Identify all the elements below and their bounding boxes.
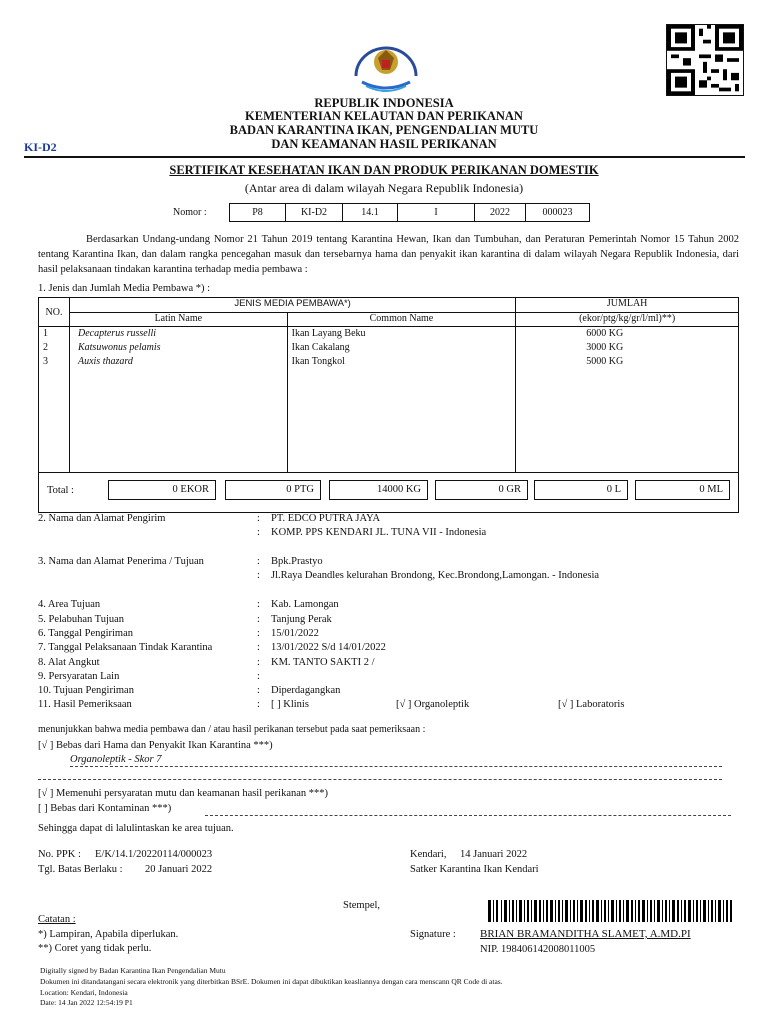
field-label: 6. Tanggal Pengiriman [38, 628, 134, 639]
hasil-laboratoris: [√ ] Laboratoris [558, 699, 625, 710]
col-header-no: NO. [39, 298, 70, 327]
certificate-subtitle: (Antar area di dalam wilayah Negara Republik Indonesia) [244, 181, 524, 195]
cell-no: 1 2 3 [39, 327, 70, 473]
colon: : [257, 556, 260, 567]
col-header-jenis: JENIS MEDIA PEMBAWA*) [69, 298, 515, 313]
check-kontaminan: [ ] Bebas dari Kontaminan ***) [38, 803, 172, 814]
certificate-title: SERTIFIKAT KESEHATAN IKAN DAN PRODUK PERIKANAN DOMESTIK [169, 163, 599, 177]
total-l: 0 L [534, 480, 628, 500]
total-label: Total : [47, 485, 74, 496]
place-date: 14 Januari 2022 [460, 849, 528, 860]
digital-line-1: Digitally signed by Badan Karantina Ikan Pengendalian Mutu [40, 966, 226, 975]
nomor-part: 2022 [474, 203, 526, 222]
nomor-label: Nomor : [173, 207, 207, 218]
catatan-note-2: **) Coret yang tidak perlu. [38, 943, 152, 954]
total-ml: 0 ML [635, 480, 730, 500]
digital-line-2: Dokumen ini ditandatangani secara elektronik yang diterbitkan BSrE. Dokumen ini dapat dibuktikan keasliannya dengan cara menscann QR Code di atas. [40, 977, 503, 986]
place-office: Satker Karantina Ikan Kendari [410, 864, 539, 875]
field-label: 8. Alat Angkut [38, 657, 100, 668]
field-value: 13/01/2022 S/d 14/01/2022 [271, 642, 386, 653]
digital-line-4: Date: 14 Jan 2022 12:54:19 P1 [40, 998, 133, 1007]
field-label: 9. Persyaratan Lain [38, 671, 120, 682]
cell-common: Ikan Layang Beku Ikan Cakalang Ikan Tongkol [287, 327, 516, 473]
field-value: Bpk.Prastyo [271, 556, 323, 567]
col-header-latin: Latin Name [69, 313, 287, 327]
menunjukkan-text: menunjukkan bahwa media pembawa dan / atau hasil perikanan tersebut pada saat pemeriksaan : [38, 724, 426, 735]
dash-line [38, 779, 722, 780]
place-city: Kendari, [410, 849, 447, 860]
col-header-jumlah: JUMLAH [516, 298, 739, 313]
ppk-tgl-value: 20 Januari 2022 [145, 864, 213, 875]
intro-paragraph: Berdasarkan Undang-undang Nomor 21 Tahun 2019 tentang Karantina Hewan, Ikan dan Tumbuhan, dan Peraturan Pemerintah Nomor 15 Tahun 2002 tentang Karantina Ikan, dan dalam rangka pencegahan masuk dan tersebarnya hama dan penyakit ikan karantina di dalam wilayah Negara Republik Indonesia, dari hasil pelaksanaan tindakan karantina terhadap media pembawa : [38, 234, 739, 275]
ppk-tgl-label: Tgl. Batas Berlaku : [38, 864, 123, 875]
signature-label: Signature : [410, 929, 456, 940]
ministry-logo [342, 36, 430, 94]
sehingga-text: Sehingga dapat di lalulintaskan ke area tujuan. [38, 823, 234, 834]
colon: : [257, 671, 260, 682]
colon: : [257, 570, 260, 581]
digital-line-3: Location: Kendari, Indonesia [40, 988, 128, 997]
nomor-part: 000023 [525, 203, 590, 222]
hasil-organoleptik: [√ ] Organoleptik [396, 699, 470, 710]
field-label: 5. Pelabuhan Tujuan [38, 614, 125, 625]
check-bebas-hama: [√ ] Bebas dari Hama dan Penyakit Ikan Karantina ***) [38, 740, 273, 751]
barcode [488, 900, 732, 922]
field-value: 15/01/2022 [271, 628, 319, 639]
catatan-note-1: *) Lampiran, Apabila diperlukan. [38, 929, 179, 940]
total-kg: 14000 KG [329, 480, 428, 500]
header-republik: REPUBLIK INDONESIA [314, 96, 454, 110]
check-note: Organoleptik - Skor 7 [70, 754, 162, 765]
header-kementerian: KEMENTERIAN KELAUTAN DAN PERIKANAN [245, 109, 523, 123]
field-label: 3. Nama dan Alamat Penerima / Tujuan [38, 556, 204, 567]
nomor-part: 14.1 [342, 203, 398, 222]
field-label: 4. Area Tujuan [38, 599, 101, 610]
field-value: KM. TANTO SAKTI 2 / [271, 657, 375, 668]
colon: : [257, 699, 260, 710]
header-rule [24, 156, 745, 158]
colon: : [257, 685, 260, 696]
signature-nip: NIP. 198406142008011005 [480, 944, 596, 955]
cell-qty: 6000 KG 3000 KG 5000 KG [516, 327, 739, 473]
total-ptg: 0 PTG [225, 480, 321, 500]
stempel-label: Stempel, [343, 900, 381, 911]
field-value: PT. EDCO PUTRA JAYA [271, 513, 381, 524]
col-header-common: Common Name [287, 313, 516, 327]
colon: : [257, 513, 260, 524]
nomor-part: KI-D2 [285, 203, 343, 222]
nomor-part: P8 [229, 203, 286, 222]
header-keamanan: DAN KEAMANAN HASIL PERIKANAN [271, 137, 497, 151]
form-code: KI-D2 [24, 140, 57, 154]
dash-line [70, 766, 722, 767]
field-value: Diperdagangkan [271, 685, 341, 696]
section1-label: 1. Jenis dan Jumlah Media Pembawa *) : [38, 283, 211, 294]
colon: : [257, 628, 260, 639]
field-value: Kab. Lamongan [271, 599, 339, 610]
field-value: KOMP. PPS KENDARI JL. TUNA VII - Indonesia [271, 527, 487, 538]
header-badan: BADAN KARANTINA IKAN, PENGENDALIAN MUTU [229, 123, 539, 137]
field-label: 10. Tujuan Pengiriman [38, 685, 134, 696]
qr-code [666, 24, 744, 96]
catatan-title: Catatan : [38, 914, 76, 925]
hasil-label: 11. Hasil Pemeriksaan [38, 699, 132, 710]
col-header-unit: (ekor/ptg/kg/gr/l/ml)**) [516, 313, 739, 327]
colon: : [257, 657, 260, 668]
field-label: 7. Tanggal Pelaksanaan Tindak Karantina [38, 642, 213, 653]
colon: : [257, 599, 260, 610]
cell-latin: Decapterus russelli Katsuwonus pelamis Auxis thazard [69, 327, 287, 473]
ppk-no-value: E/K/14.1/20220114/000023 [95, 849, 213, 860]
dash-line [205, 815, 731, 816]
nomor-part: I [397, 203, 475, 222]
colon: : [257, 527, 260, 538]
field-label: 2. Nama dan Alamat Pengirim [38, 513, 166, 524]
colon: : [257, 614, 260, 625]
field-value: Tanjung Perak [271, 614, 332, 625]
check-mutu: [√ ] Memenuhi persyaratan mutu dan keamanan hasil perikanan ***) [38, 788, 329, 799]
field-value: Jl.Raya Deandles kelurahan Brondong, Kec.Brondong,Lamongan. - Indonesia [271, 570, 600, 581]
signature-name: BRIAN BRAMANDITHA SLAMET, A.MD.PI [480, 928, 691, 940]
ppk-no-label: No. PPK : [38, 849, 81, 860]
total-ekor: 0 EKOR [108, 480, 216, 500]
hasil-klinis: [ ] Klinis [271, 699, 309, 710]
colon: : [257, 642, 260, 653]
total-gr: 0 GR [435, 480, 528, 500]
